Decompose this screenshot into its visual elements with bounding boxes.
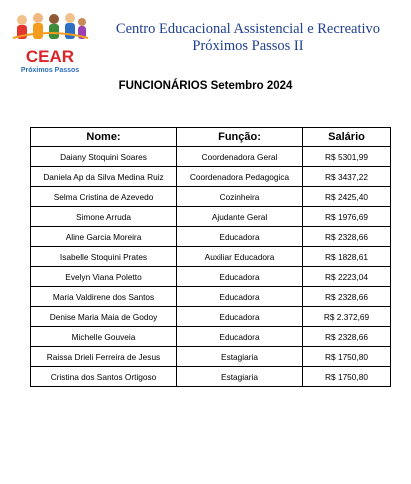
- cell-name: Maria Valdirene dos Santos: [31, 287, 177, 307]
- cell-salary: R$ 1828,61: [303, 247, 391, 267]
- table-row: [31, 347, 391, 367]
- cell-role: Coordenadora Pedagogica: [177, 167, 303, 187]
- cell-salary: R$ 2.372,69: [303, 307, 391, 327]
- header-salario: Salário: [303, 128, 391, 147]
- cell-role: Estagiaria: [177, 347, 303, 367]
- table-row: [31, 367, 391, 387]
- cell-salary: R$ 5301,99: [303, 147, 391, 167]
- cell-role: Cozinheira: [177, 187, 303, 207]
- cell-role: Educadora: [177, 227, 303, 247]
- table-header-row: [31, 128, 391, 147]
- org-line-1: Centro Educacional Assistencial e Recreativo: [115, 21, 381, 37]
- cell-role: Coordenadora Geral: [177, 147, 303, 167]
- staff-table: [30, 127, 391, 387]
- table-row: [31, 187, 391, 207]
- table-row: [31, 207, 391, 227]
- table-row: [31, 227, 391, 247]
- cell-name: Raissa Drieli Ferreira de Jesus: [31, 347, 177, 367]
- cell-name: Daniela Ap da Silva Medina Ruiz: [31, 167, 177, 187]
- cell-role: Auxiliar Educadora: [177, 247, 303, 267]
- table-row: [31, 147, 391, 167]
- cell-name: Selma Cristina de Azevedo: [31, 187, 177, 207]
- cell-name: Isabelle Stoquini Prates: [31, 247, 177, 267]
- cell-role: Educadora: [177, 287, 303, 307]
- org-line-2: Próximos Passos II: [192, 38, 304, 54]
- cell-salary: R$ 2223,04: [303, 267, 391, 287]
- children-logo-icon: [10, 10, 90, 74]
- cell-salary: R$ 2425,40: [303, 187, 391, 207]
- cell-role: Ajudante Geral: [177, 207, 303, 227]
- cell-name: Daiany Stoquini Soares: [31, 147, 177, 167]
- document-title: FUNCIONÁRIOS Setembro 2024: [118, 80, 293, 92]
- cell-name: Aline Garcia Moreira: [31, 227, 177, 247]
- table-row: [31, 307, 391, 327]
- cear-logo: [10, 10, 90, 74]
- cell-salary: R$ 2328,66: [303, 227, 391, 247]
- header-funcao: Função:: [177, 128, 303, 147]
- cell-name: Denise Maria Maia de Godoy: [31, 307, 177, 327]
- table-row: [31, 267, 391, 287]
- logo-subtext: Próximos Passos: [20, 67, 80, 74]
- cell-role: Educadora: [177, 267, 303, 287]
- cell-name: Evelyn Viana Poletto: [31, 267, 177, 287]
- logo-wordmark: CEAR: [25, 47, 75, 66]
- cell-name: Cristina dos Santos Ortigoso: [31, 367, 177, 387]
- cell-salary: R$ 1976,69: [303, 207, 391, 227]
- table-row: [31, 287, 391, 307]
- cell-salary: R$ 2328,66: [303, 327, 391, 347]
- table-row: [31, 247, 391, 267]
- cell-salary: R$ 1750,80: [303, 347, 391, 367]
- cell-role: Educadora: [177, 307, 303, 327]
- cell-salary: R$ 2328,66: [303, 287, 391, 307]
- cell-name: Michelle Gouveia: [31, 327, 177, 347]
- cell-salary: R$ 1750,80: [303, 367, 391, 387]
- cell-salary: R$ 3437,22: [303, 167, 391, 187]
- table-row: [31, 167, 391, 187]
- organization-name: [92, 21, 404, 55]
- header-nome: Nome:: [31, 128, 177, 147]
- table-row: [31, 327, 391, 347]
- cell-name: Simone Arruda: [31, 207, 177, 227]
- cell-role: Estagiaria: [177, 367, 303, 387]
- cell-role: Educadora: [177, 327, 303, 347]
